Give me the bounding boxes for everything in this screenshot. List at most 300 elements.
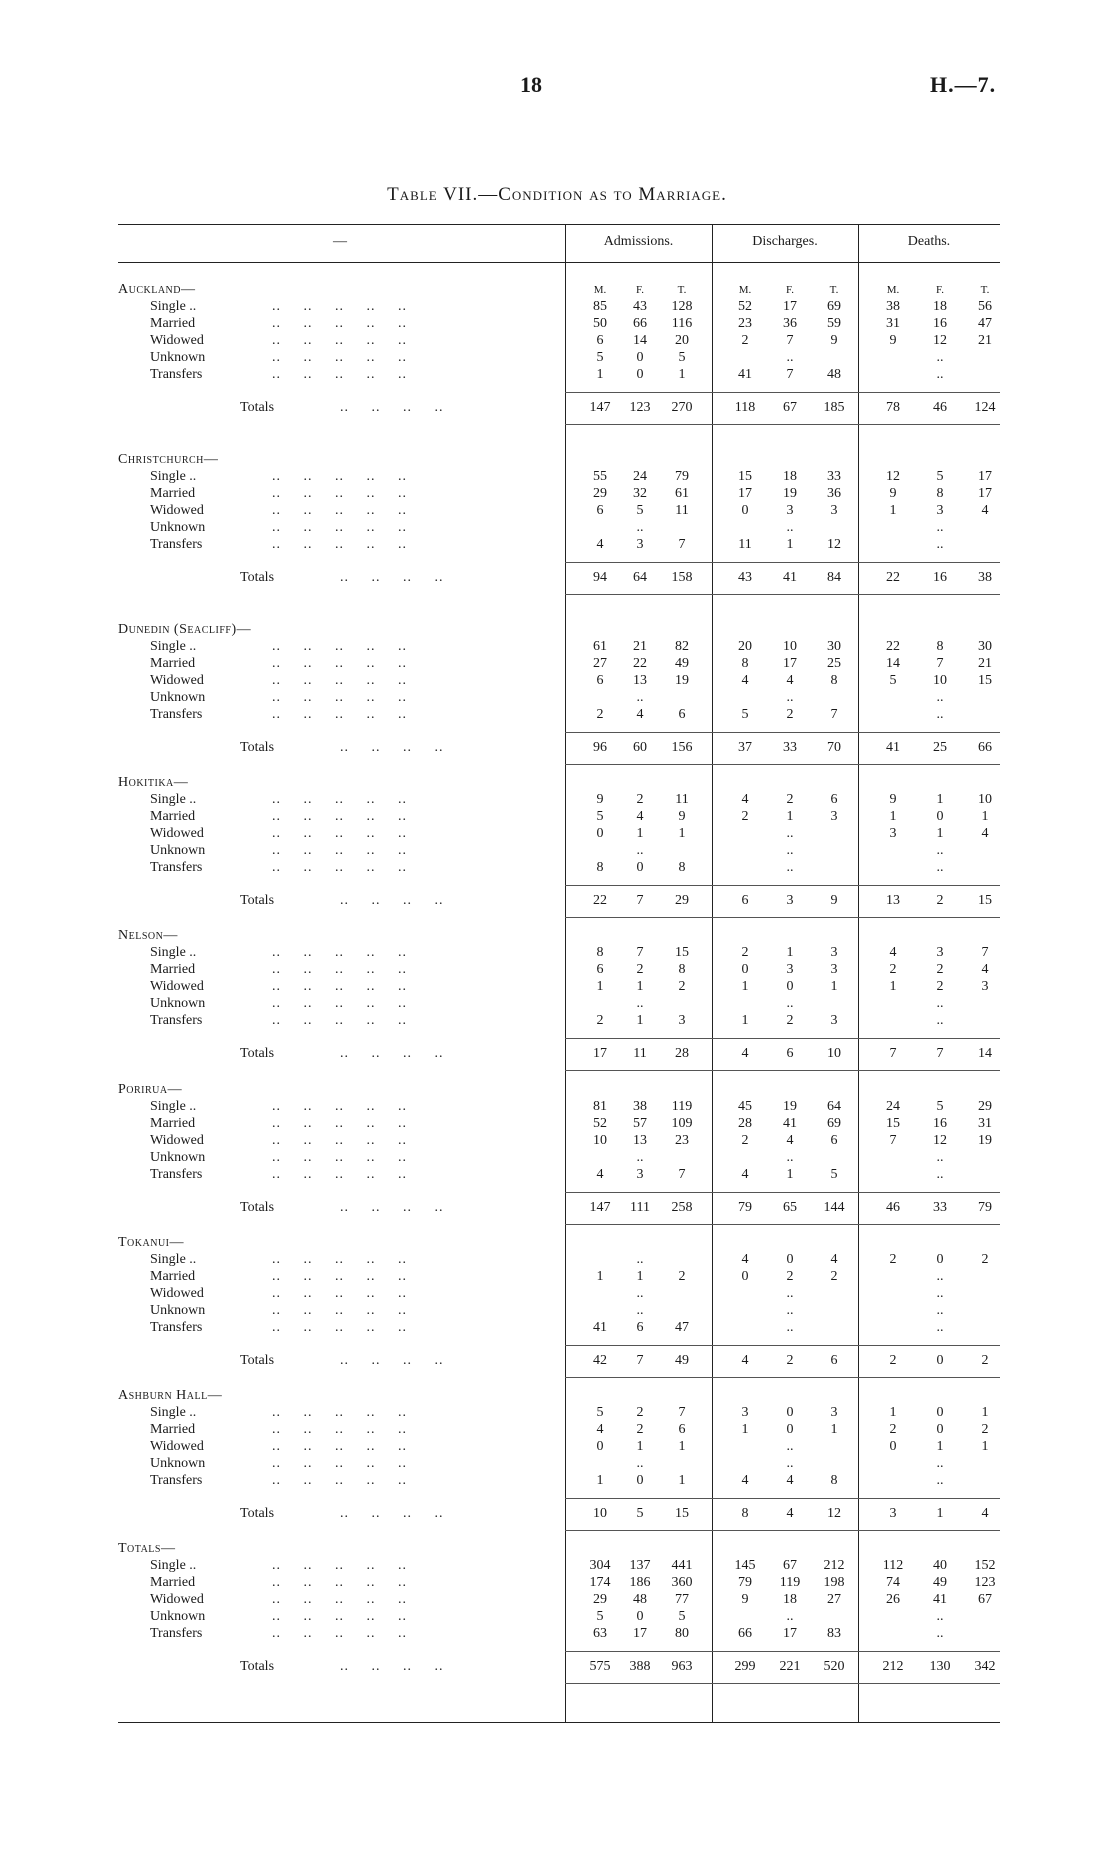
section-heading: Hokitika— bbox=[118, 775, 189, 790]
table-cell: 2 bbox=[636, 1405, 644, 1420]
table-cell: .. bbox=[936, 1013, 944, 1028]
table-cell: 31 bbox=[978, 1116, 992, 1131]
table-cell: 18 bbox=[933, 299, 947, 314]
totals-bottom-rule bbox=[565, 917, 1000, 918]
row-label: Widowed bbox=[150, 673, 204, 688]
table-cell: 6 bbox=[830, 1133, 838, 1148]
table-cell: 1 bbox=[678, 826, 686, 841]
table-cell: 81 bbox=[593, 1099, 607, 1114]
table-cell: 10 bbox=[593, 1133, 607, 1148]
leader-dots: .. .. .. .. .. bbox=[272, 299, 407, 314]
table-cell: 82 bbox=[675, 639, 689, 654]
leader-dots: .. .. .. .. bbox=[340, 1353, 444, 1368]
table-cell: 17 bbox=[783, 1626, 797, 1641]
table-cell: 8 bbox=[830, 1473, 838, 1488]
table-cell: 2 bbox=[678, 979, 686, 994]
totals-cell: 123 bbox=[629, 400, 651, 415]
table-cell: 8 bbox=[936, 639, 944, 654]
table-cell: 36 bbox=[783, 316, 797, 331]
table-cell: 7 bbox=[786, 367, 794, 382]
leader-dots: .. .. .. .. .. bbox=[272, 945, 407, 960]
table-cell: 49 bbox=[675, 656, 689, 671]
totals-bottom-rule bbox=[565, 424, 1000, 425]
table-cell: 66 bbox=[633, 316, 647, 331]
table-cell: .. bbox=[636, 1150, 644, 1165]
table-cell: 3 bbox=[830, 945, 838, 960]
totals-cell: 65 bbox=[783, 1200, 797, 1215]
table-cell: 2 bbox=[741, 809, 749, 824]
totals-cell: 5 bbox=[636, 1506, 644, 1521]
totals-cell: 64 bbox=[633, 570, 647, 585]
section-heading: Totals— bbox=[118, 1541, 176, 1556]
row-label: Unknown bbox=[150, 520, 206, 535]
leader-dots: .. .. .. .. .. bbox=[272, 826, 407, 841]
table-cell: 2 bbox=[636, 792, 644, 807]
table-title: Table VII.—Condition as to Marriage. bbox=[387, 184, 727, 205]
table-cell: 1 bbox=[678, 1473, 686, 1488]
table-cell: 7 bbox=[981, 945, 989, 960]
totals-cell: 49 bbox=[675, 1353, 689, 1368]
totals-cell: 4 bbox=[981, 1506, 989, 1521]
table-cell: 1 bbox=[786, 537, 794, 552]
totals-cell: 17 bbox=[593, 1046, 607, 1061]
table-cell: 1 bbox=[936, 826, 944, 841]
leader-dots: .. .. .. .. .. bbox=[272, 792, 407, 807]
row-label: Married bbox=[150, 809, 196, 824]
totals-cell: 6 bbox=[830, 1353, 838, 1368]
table-cell: 4 bbox=[981, 826, 989, 841]
table-cell: 59 bbox=[827, 316, 841, 331]
table-cell: 5 bbox=[678, 350, 686, 365]
totals-top-rule bbox=[565, 562, 1000, 563]
leader-dots: .. .. .. .. .. bbox=[272, 1439, 407, 1454]
table-cell: 7 bbox=[786, 333, 794, 348]
table-cell: .. bbox=[636, 1303, 644, 1318]
totals-top-rule bbox=[565, 392, 1000, 393]
table-cell: .. bbox=[786, 1150, 794, 1165]
table-cell: 4 bbox=[981, 503, 989, 518]
table-cell: 7 bbox=[889, 1133, 897, 1148]
leader-dots: .. .. .. .. .. bbox=[272, 1252, 407, 1267]
table-cell: 1 bbox=[889, 809, 897, 824]
table-cell: 56 bbox=[978, 299, 992, 314]
totals-cell: 2 bbox=[981, 1353, 989, 1368]
row-label: Married bbox=[150, 656, 196, 671]
table-cell: .. bbox=[636, 1456, 644, 1471]
table-cell: 12 bbox=[933, 333, 947, 348]
table-cell: 1 bbox=[889, 1405, 897, 1420]
table-cell: 1 bbox=[596, 1269, 604, 1284]
table-cell: 0 bbox=[936, 809, 944, 824]
table-cell: 17 bbox=[633, 1626, 647, 1641]
table-cell: 33 bbox=[827, 469, 841, 484]
row-label: Transfers bbox=[150, 1167, 203, 1182]
totals-cell: 9 bbox=[830, 893, 838, 908]
leader-dots: .. .. .. .. .. bbox=[272, 469, 407, 484]
table-cell: 2 bbox=[741, 333, 749, 348]
table-cell: 2 bbox=[830, 1269, 838, 1284]
table-cell: 79 bbox=[738, 1575, 752, 1590]
table-cell: 11 bbox=[738, 537, 752, 552]
totals-cell: 37 bbox=[738, 740, 752, 755]
table-top-rule bbox=[118, 224, 1000, 225]
table-cell: 19 bbox=[675, 673, 689, 688]
table-cell: 28 bbox=[738, 1116, 752, 1131]
table-cell: 7 bbox=[936, 656, 944, 671]
table-cell: 6 bbox=[596, 503, 604, 518]
table-cell: 3 bbox=[636, 537, 644, 552]
totals-top-rule bbox=[565, 1038, 1000, 1039]
totals-cell: 299 bbox=[734, 1659, 756, 1674]
table-cell: 41 bbox=[593, 1320, 607, 1335]
table-cell: 7 bbox=[678, 1167, 686, 1182]
table-cell: 0 bbox=[596, 1439, 604, 1454]
table-bottom-rule bbox=[118, 1722, 1000, 1723]
table-cell: 4 bbox=[596, 1422, 604, 1437]
table-cell: 8 bbox=[936, 486, 944, 501]
leader-dots: .. .. .. .. .. bbox=[272, 639, 407, 654]
leader-dots: .. .. .. .. .. bbox=[272, 1592, 407, 1607]
table-cell: 10 bbox=[978, 792, 992, 807]
table-cell: 55 bbox=[593, 469, 607, 484]
table-cell: 1 bbox=[786, 809, 794, 824]
table-cell: 40 bbox=[933, 1558, 947, 1573]
leader-dots: .. .. .. .. .. bbox=[272, 996, 407, 1011]
row-label: Married bbox=[150, 1269, 196, 1284]
row-label: Transfers bbox=[150, 1320, 203, 1335]
table-cell: 64 bbox=[827, 1099, 841, 1114]
table-cell: .. bbox=[636, 520, 644, 535]
table-cell: 38 bbox=[886, 299, 900, 314]
subcolumn-header: T. bbox=[829, 284, 839, 296]
totals-cell: 2 bbox=[786, 1353, 794, 1368]
table-cell: 304 bbox=[589, 1558, 611, 1573]
table-cell: 1 bbox=[889, 979, 897, 994]
table-cell: 17 bbox=[738, 486, 752, 501]
leader-dots: .. .. .. .. .. bbox=[272, 1609, 407, 1624]
table-cell: .. bbox=[936, 860, 944, 875]
table-cell: .. bbox=[936, 1609, 944, 1624]
table-cell: 6 bbox=[596, 673, 604, 688]
row-label: Unknown bbox=[150, 1150, 206, 1165]
table-cell: 6 bbox=[830, 792, 838, 807]
totals-cell: 575 bbox=[589, 1659, 611, 1674]
section-heading: Porirua— bbox=[118, 1082, 183, 1097]
table-cell: .. bbox=[786, 826, 794, 841]
table-cell: 3 bbox=[830, 503, 838, 518]
table-cell: 47 bbox=[978, 316, 992, 331]
row-label: Widowed bbox=[150, 979, 204, 994]
totals-cell: 156 bbox=[671, 740, 693, 755]
totals-cell: 94 bbox=[593, 570, 607, 585]
table-cell: .. bbox=[786, 1439, 794, 1454]
table-cell: 5 bbox=[936, 1099, 944, 1114]
table-cell: 22 bbox=[886, 639, 900, 654]
table-cell: 77 bbox=[675, 1592, 689, 1607]
table-cell: .. bbox=[936, 1269, 944, 1284]
totals-cell: 22 bbox=[886, 570, 900, 585]
table-cell: 52 bbox=[738, 299, 752, 314]
table-cell: 2 bbox=[786, 707, 794, 722]
totals-cell: 520 bbox=[823, 1659, 845, 1674]
table-cell: 1 bbox=[786, 1167, 794, 1182]
leader-dots: .. .. .. .. bbox=[340, 570, 444, 585]
leader-dots: .. .. .. .. .. bbox=[272, 316, 407, 331]
leader-dots: .. .. .. .. bbox=[340, 1659, 444, 1674]
totals-bottom-rule bbox=[565, 764, 1000, 765]
table-cell: 17 bbox=[783, 656, 797, 671]
table-cell: .. bbox=[636, 843, 644, 858]
subcolumn-header: T. bbox=[677, 284, 687, 296]
table-cell: 5 bbox=[596, 350, 604, 365]
totals-cell: 258 bbox=[671, 1200, 693, 1215]
leader-dots: .. .. .. .. .. bbox=[272, 1133, 407, 1148]
totals-cell: 96 bbox=[593, 740, 607, 755]
table-cell: 25 bbox=[827, 656, 841, 671]
row-label: Widowed bbox=[150, 333, 204, 348]
table-cell: 48 bbox=[633, 1592, 647, 1607]
table-cell: .. bbox=[936, 996, 944, 1011]
totals-cell: 144 bbox=[823, 1200, 845, 1215]
row-label: Single .. bbox=[150, 945, 197, 960]
row-label: Transfers bbox=[150, 707, 203, 722]
row-label: Transfers bbox=[150, 860, 203, 875]
table-cell: 2 bbox=[936, 979, 944, 994]
totals-cell: 70 bbox=[827, 740, 841, 755]
leader-dots: .. .. .. .. .. bbox=[272, 809, 407, 824]
leader-dots: .. .. .. .. .. bbox=[272, 1575, 407, 1590]
table-cell: 3 bbox=[830, 962, 838, 977]
table-cell: 5 bbox=[596, 1609, 604, 1624]
table-cell: 29 bbox=[978, 1099, 992, 1114]
table-cell: 19 bbox=[783, 1099, 797, 1114]
row-label: Unknown bbox=[150, 690, 206, 705]
table-cell: 23 bbox=[738, 316, 752, 331]
table-cell: 21 bbox=[633, 639, 647, 654]
subcolumn-header: F. bbox=[636, 284, 644, 296]
totals-cell: 270 bbox=[671, 400, 693, 415]
totals-cell: 7 bbox=[889, 1046, 897, 1061]
table-cell: 4 bbox=[889, 945, 897, 960]
table-cell: 9 bbox=[741, 1592, 749, 1607]
table-cell: 3 bbox=[741, 1405, 749, 1420]
table-cell: 360 bbox=[671, 1575, 693, 1590]
table-cell: 6 bbox=[636, 1320, 644, 1335]
totals-cell: 6 bbox=[741, 893, 749, 908]
table-cell: .. bbox=[936, 1473, 944, 1488]
table-cell: 8 bbox=[678, 962, 686, 977]
totals-label: Totals bbox=[240, 570, 275, 585]
totals-label: Totals bbox=[240, 1046, 275, 1061]
leader-dots: .. .. .. .. .. bbox=[272, 690, 407, 705]
totals-cell: 2 bbox=[936, 893, 944, 908]
table-cell: 4 bbox=[636, 707, 644, 722]
table-cell: 30 bbox=[978, 639, 992, 654]
leader-dots: .. .. .. .. .. bbox=[272, 656, 407, 671]
table-cell: 15 bbox=[886, 1116, 900, 1131]
table-cell: 2 bbox=[889, 962, 897, 977]
section-heading: Nelson— bbox=[118, 928, 178, 943]
table-cell: 4 bbox=[830, 1252, 838, 1267]
totals-top-rule bbox=[565, 1651, 1000, 1652]
table-cell: 0 bbox=[741, 503, 749, 518]
section-heading: Auckland— bbox=[118, 282, 196, 297]
totals-cell: 185 bbox=[823, 400, 845, 415]
table-cell: 4 bbox=[741, 1473, 749, 1488]
table-cell: 24 bbox=[886, 1099, 900, 1114]
table-cell: 1 bbox=[596, 367, 604, 382]
table-cell: 11 bbox=[675, 503, 689, 518]
table-cell: 2 bbox=[636, 962, 644, 977]
row-label: Unknown bbox=[150, 843, 206, 858]
leader-dots: .. .. .. .. .. bbox=[272, 1286, 407, 1301]
table-cell: 2 bbox=[596, 707, 604, 722]
group-header-deaths: Deaths. bbox=[907, 234, 951, 249]
table-cell: 1 bbox=[636, 826, 644, 841]
totals-cell: 6 bbox=[786, 1046, 794, 1061]
row-label: Widowed bbox=[150, 1592, 204, 1607]
table-cell: .. bbox=[786, 1320, 794, 1335]
totals-cell: 2 bbox=[889, 1353, 897, 1368]
leader-dots: .. .. .. .. .. bbox=[272, 1013, 407, 1028]
table-cell: 116 bbox=[671, 316, 693, 331]
table-cell: 27 bbox=[593, 656, 607, 671]
row-label: Widowed bbox=[150, 1439, 204, 1454]
table-cell: 29 bbox=[593, 1592, 607, 1607]
totals-cell: 33 bbox=[783, 740, 797, 755]
table-cell: 43 bbox=[633, 299, 647, 314]
table-cell: 63 bbox=[593, 1626, 607, 1641]
table-cell: 14 bbox=[886, 656, 900, 671]
totals-cell: 79 bbox=[738, 1200, 752, 1215]
subcolumn-header: T. bbox=[980, 284, 990, 296]
totals-cell: 22 bbox=[593, 893, 607, 908]
row-label: Single .. bbox=[150, 1099, 197, 1114]
table-cell: 1 bbox=[936, 1439, 944, 1454]
table-cell: 5 bbox=[596, 1405, 604, 1420]
table-cell: 112 bbox=[882, 1558, 904, 1573]
leader-dots: .. .. .. .. bbox=[340, 1506, 444, 1521]
totals-cell: 111 bbox=[630, 1200, 650, 1215]
table-cell: .. bbox=[636, 1252, 644, 1267]
table-cell: 0 bbox=[741, 962, 749, 977]
totals-cell: 124 bbox=[974, 400, 996, 415]
table-cell: 2 bbox=[981, 1252, 989, 1267]
leader-dots: .. .. .. .. .. bbox=[272, 962, 407, 977]
table-cell: .. bbox=[786, 1286, 794, 1301]
table-cell: 8 bbox=[830, 673, 838, 688]
totals-cell: 66 bbox=[978, 740, 992, 755]
totals-cell: 4 bbox=[741, 1353, 749, 1368]
totals-label: Totals bbox=[240, 1200, 275, 1215]
totals-cell: 158 bbox=[671, 570, 693, 585]
table-cell: 1 bbox=[830, 979, 838, 994]
table-cell: .. bbox=[636, 690, 644, 705]
table-cell: 22 bbox=[633, 656, 647, 671]
table-cell: 3 bbox=[936, 503, 944, 518]
table-cell: 4 bbox=[786, 1473, 794, 1488]
row-label: Unknown bbox=[150, 1303, 206, 1318]
totals-cell: 14 bbox=[978, 1046, 992, 1061]
leader-dots: .. .. .. .. .. bbox=[272, 1558, 407, 1573]
totals-top-rule bbox=[565, 885, 1000, 886]
totals-label: Totals bbox=[240, 1353, 275, 1368]
table-cell: 11 bbox=[675, 792, 689, 807]
row-label: Single .. bbox=[150, 1252, 197, 1267]
table-cell: 0 bbox=[936, 1405, 944, 1420]
table-cell: 16 bbox=[933, 1116, 947, 1131]
leader-dots: .. .. .. .. .. bbox=[272, 1405, 407, 1420]
table-cell: 8 bbox=[741, 656, 749, 671]
table-cell: .. bbox=[786, 1303, 794, 1318]
table-cell: 1 bbox=[981, 1439, 989, 1454]
table-cell: 36 bbox=[827, 486, 841, 501]
table-cell: 17 bbox=[978, 469, 992, 484]
table-cell: 30 bbox=[827, 639, 841, 654]
table-cell: 0 bbox=[786, 1252, 794, 1267]
leader-dots: .. .. .. .. .. bbox=[272, 1422, 407, 1437]
table-cell: 2 bbox=[596, 1013, 604, 1028]
table-cell: 174 bbox=[589, 1575, 611, 1590]
table-cell: 0 bbox=[596, 826, 604, 841]
table-cell: .. bbox=[936, 1167, 944, 1182]
totals-bottom-rule bbox=[565, 1530, 1000, 1531]
table-cell: 32 bbox=[633, 486, 647, 501]
totals-cell: 147 bbox=[589, 1200, 611, 1215]
table-cell: .. bbox=[936, 367, 944, 382]
table-cell: 4 bbox=[786, 673, 794, 688]
table-cell: 2 bbox=[741, 945, 749, 960]
totals-label: Totals bbox=[240, 740, 275, 755]
table-cell: 61 bbox=[593, 639, 607, 654]
table-cell: 5 bbox=[678, 1609, 686, 1624]
totals-cell: 13 bbox=[886, 893, 900, 908]
table-cell: 5 bbox=[889, 673, 897, 688]
table-cell: 4 bbox=[596, 1167, 604, 1182]
table-cell: 3 bbox=[830, 809, 838, 824]
table-cell: .. bbox=[936, 1303, 944, 1318]
table-cell: 1 bbox=[981, 1405, 989, 1420]
totals-cell: 3 bbox=[889, 1506, 897, 1521]
table-cell: 52 bbox=[593, 1116, 607, 1131]
subcolumn-header: M. bbox=[738, 284, 752, 296]
table-cell: 3 bbox=[936, 945, 944, 960]
table-cell: 66 bbox=[738, 1626, 752, 1641]
totals-label: Totals bbox=[240, 1506, 275, 1521]
totals-cell: 4 bbox=[786, 1506, 794, 1521]
table-cell: 198 bbox=[823, 1575, 845, 1590]
totals-cell: 342 bbox=[974, 1659, 996, 1674]
group-header-admissions: Admissions. bbox=[603, 234, 674, 249]
subcolumn-header: F. bbox=[936, 284, 944, 296]
totals-cell: 84 bbox=[827, 570, 841, 585]
table-cell: .. bbox=[936, 350, 944, 365]
table-cell: 2 bbox=[786, 1269, 794, 1284]
table-cell: 9 bbox=[678, 809, 686, 824]
table-cell: .. bbox=[786, 860, 794, 875]
table-cell: 24 bbox=[633, 469, 647, 484]
table-cell: 61 bbox=[675, 486, 689, 501]
totals-cell: 41 bbox=[783, 570, 797, 585]
table-cell: .. bbox=[936, 537, 944, 552]
table-cell: 19 bbox=[783, 486, 797, 501]
table-cell: 0 bbox=[636, 350, 644, 365]
subcolumn-header: F. bbox=[786, 284, 794, 296]
totals-top-rule bbox=[565, 1192, 1000, 1193]
row-label: Married bbox=[150, 962, 196, 977]
table-cell: 152 bbox=[974, 1558, 996, 1573]
table-cell: 1 bbox=[596, 1473, 604, 1488]
